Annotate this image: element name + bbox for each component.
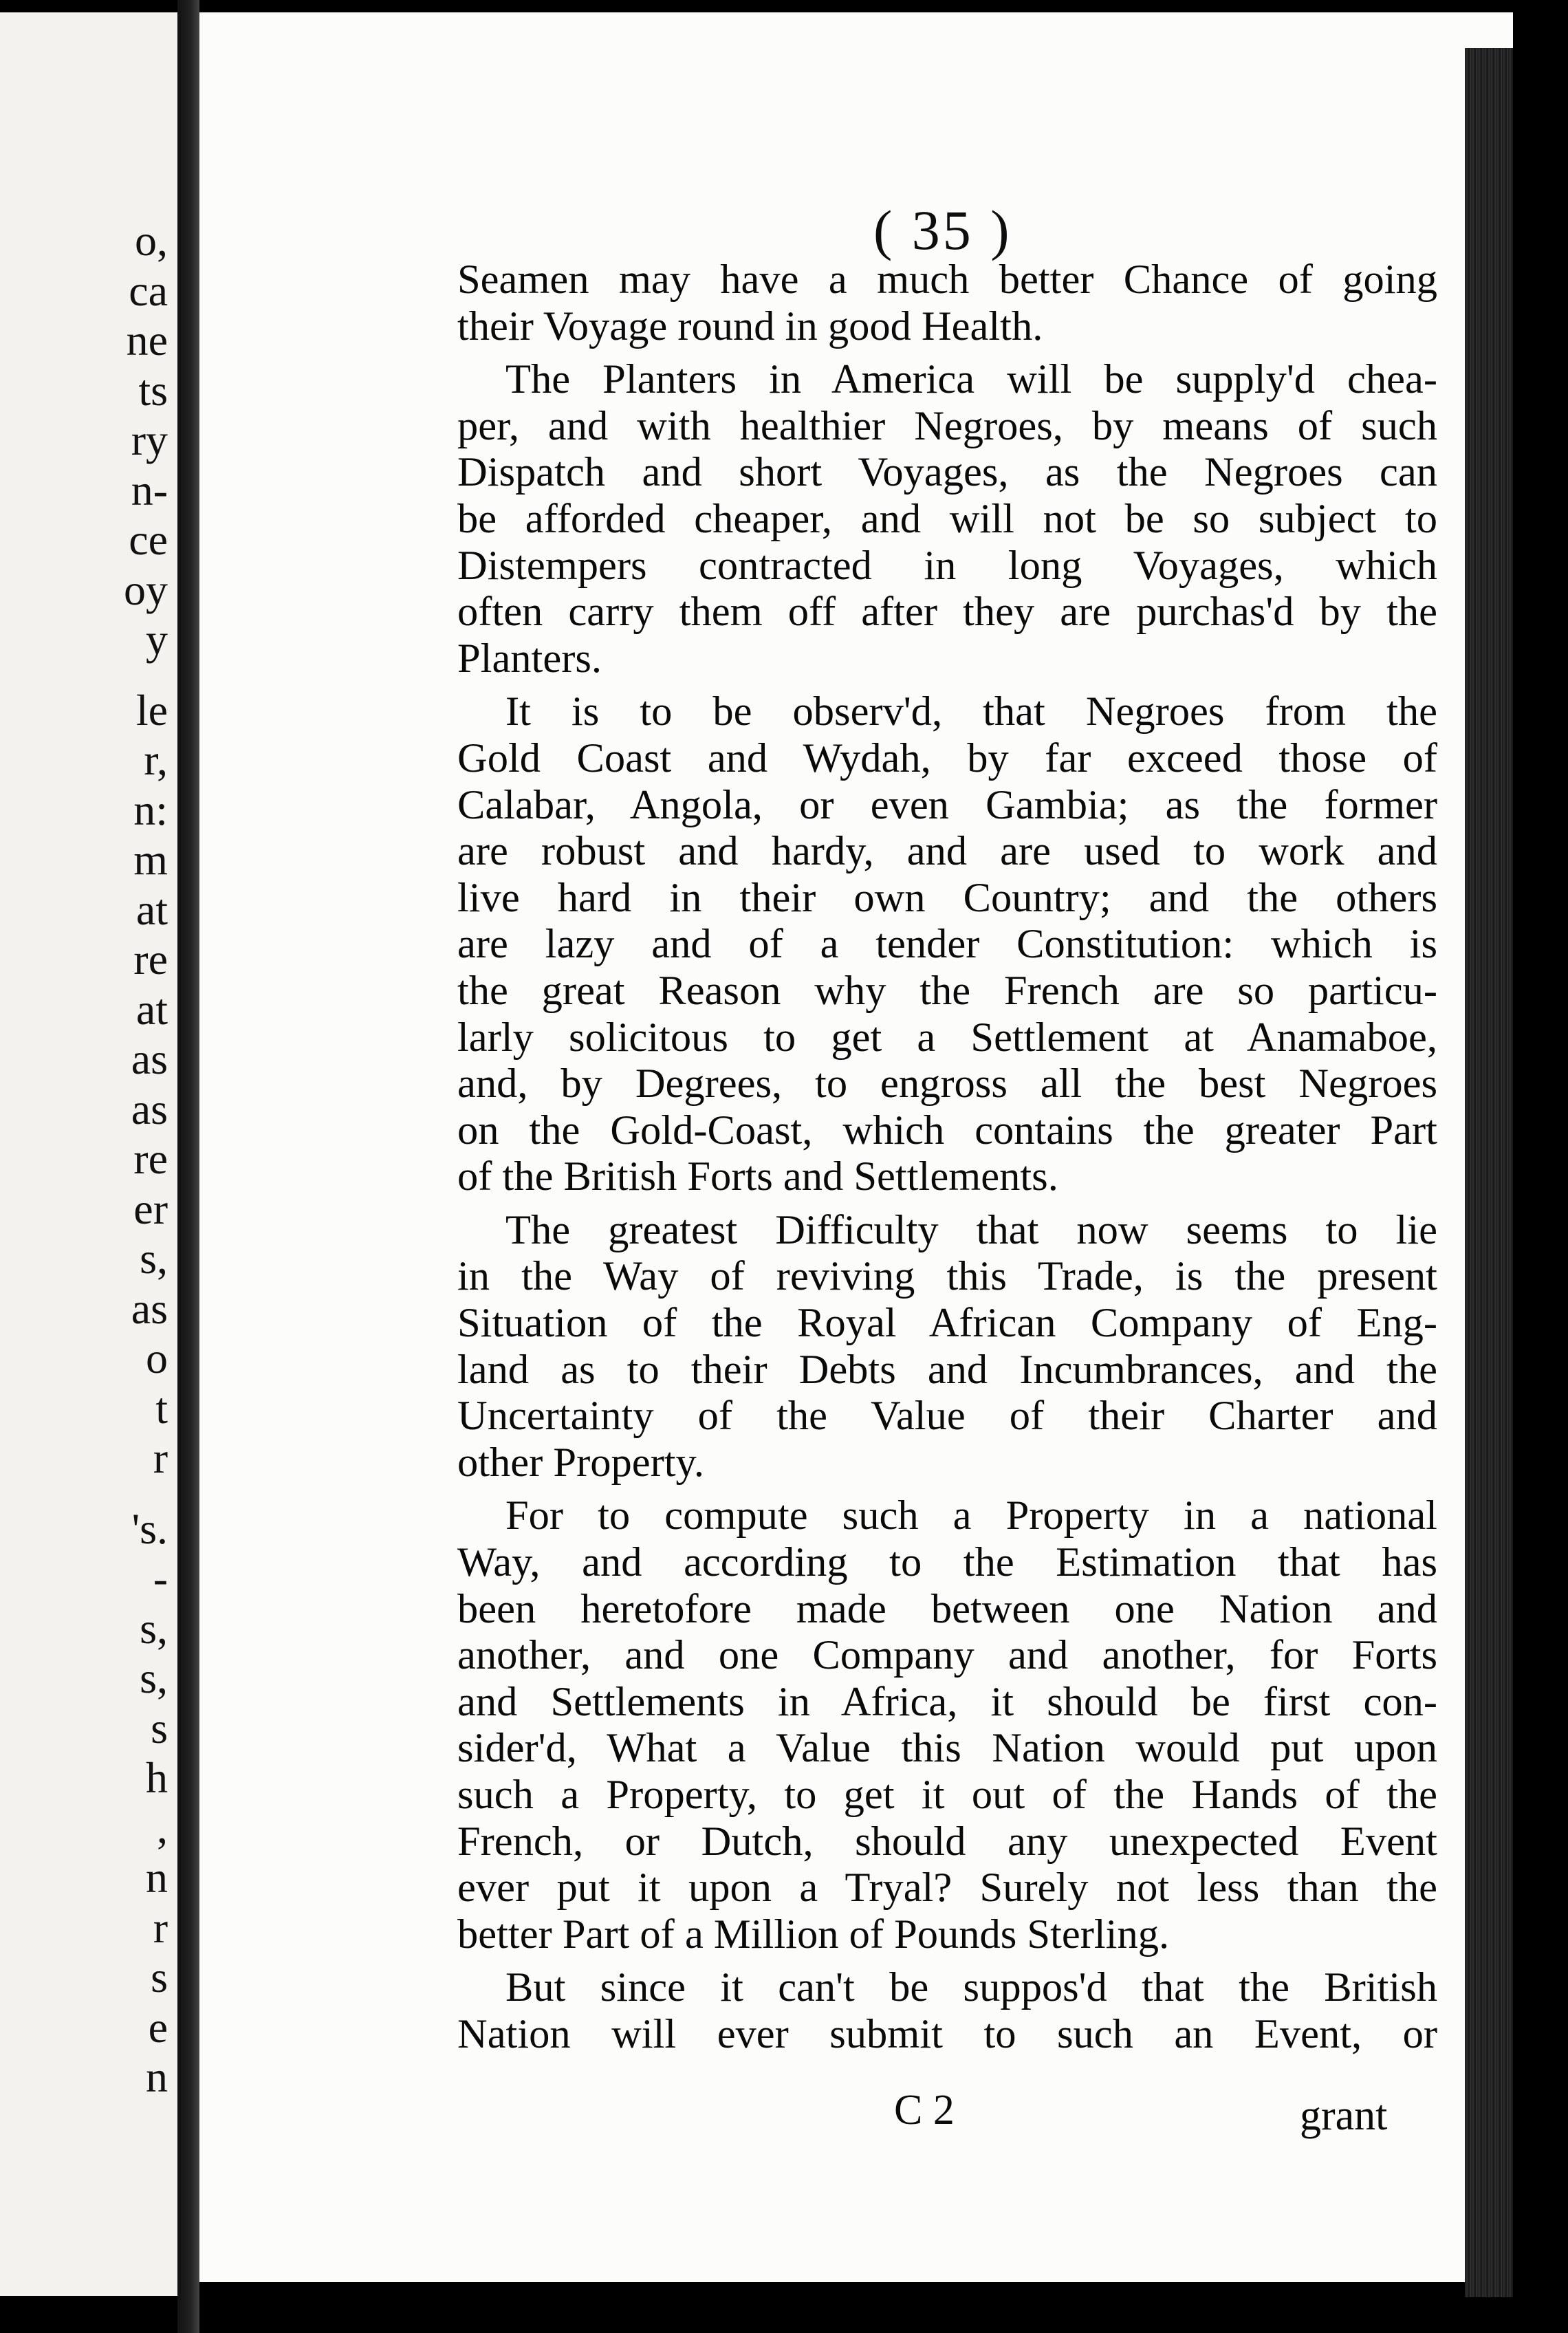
text-line: Way, and according to the Estimation that has (457, 1539, 1437, 1586)
previous-page-text-fragment: r (153, 1902, 168, 1952)
previous-page-text-fragment: 's. (131, 1504, 168, 1553)
text-line: Dispatch and short Voyages, as the Negroes can (457, 449, 1437, 496)
previous-page-text-fragment: s (151, 1953, 168, 2001)
previous-page-text-fragment: n (146, 1853, 168, 1902)
previous-page-text-fragment: as (131, 1283, 168, 1333)
previous-page-text-fragment: re (133, 1134, 168, 1183)
previous-page-text-fragment: o, (135, 216, 168, 265)
text-line: be afforded cheaper, and will not be so subject to (457, 495, 1437, 542)
text-line: Situation of the Royal African Company of Eng- (457, 1300, 1437, 1347)
text-line: per, and with healthier Negroes, by means of such (457, 402, 1437, 449)
previous-page-text-fragment: as (131, 1084, 168, 1133)
text-line: land as to their Debts and Incumbrances, and the (457, 1346, 1437, 1393)
previous-page-text-fragment: s, (140, 1653, 168, 1702)
previous-page-text-fragment: le (135, 685, 168, 735)
previous-page-text-fragment: ne (126, 316, 168, 365)
text-line: on the Gold-Coast, which contains the greater Part (457, 1107, 1437, 1153)
previous-page-text-fragment: oy (124, 565, 168, 614)
previous-page-text-fragment: ca (129, 265, 168, 315)
text-line: often carry them off after they are purchas'd by the (457, 589, 1437, 636)
previous-page-text-fragment: er (133, 1184, 168, 1233)
text-line: Calabar, Angola, or even Gambia; as the former (457, 781, 1437, 828)
text-line: sider'd, What a Value this Nation would put upon (457, 1725, 1437, 1772)
text-line: of the British Forts and Settlements. (457, 1153, 1058, 1200)
text-line: are robust and hardy, and are used to work and (457, 828, 1437, 875)
text-line: and Settlements in Africa, it should be first con- (457, 1678, 1437, 1725)
page-edge-shadow (1513, 0, 1568, 2333)
previous-page-text-fragment: ry (131, 415, 168, 464)
text-line: better Part of a Million of Pounds Sterling. (457, 1911, 1170, 1957)
previous-page-text-fragment: t (155, 1383, 168, 1433)
text-line: their Voyage round in good Health. (457, 303, 1043, 349)
text-line: larly solicitous to get a Settlement at Anamaboe, (457, 1014, 1437, 1061)
text-line: It is to be observ'd, that Negroes from the (505, 688, 1437, 735)
previous-page-text-fragment: at (135, 984, 168, 1034)
previous-page-text-fragment: n (146, 2052, 168, 2101)
page-footer (199, 2086, 1527, 2148)
page-number: ( 35 ) (873, 199, 1012, 261)
book-page (199, 12, 1527, 2282)
text-line: For to compute such a Property in a national (505, 1493, 1437, 1539)
previous-page-text-fragment: , (157, 1803, 168, 1852)
text-line: Gold Coast and Wydah, by far exceed those of (457, 735, 1437, 781)
paragraph-gap (457, 349, 1437, 356)
previous-page-text-fragment: m (133, 835, 168, 884)
text-line: The Planters in America will be supply'd chea- (505, 356, 1437, 403)
text-line: But since it can't be suppos'd that the British (505, 1964, 1437, 2011)
previous-page-text-fragment: e (148, 2002, 168, 2052)
text-line: such a Property, to get it out of the Hands of the (457, 1772, 1437, 1818)
previous-page-text-fragment: re (133, 935, 168, 984)
paragraph-gap (457, 1486, 1437, 1493)
text-line: are lazy and of a tender Constitution: which is (457, 921, 1437, 968)
book-gutter (177, 0, 199, 2333)
text-line: Planters. (457, 635, 602, 682)
text-line: Distempers contracted in long Voyages, which (457, 542, 1437, 589)
previous-page-text-fragment: h (146, 1753, 168, 1802)
signature-mark: C 2 (894, 2087, 955, 2134)
previous-page-text-fragment: - (153, 1554, 168, 1603)
paragraph-gap (457, 682, 1437, 688)
previous-page-text-fragment: s, (140, 1234, 168, 1283)
previous-page-fragment (0, 12, 177, 2296)
previous-page-text-fragment: as (131, 1034, 168, 1083)
catchword: grant (1300, 2092, 1388, 2139)
text-line: Uncertainty of the Value of their Charter and (457, 1393, 1437, 1440)
text-line: and, by Degrees, to engross all the best Negroes (457, 1061, 1437, 1107)
text-line: ever put it upon a Tryal? Surely not less than the (457, 1865, 1437, 1911)
previous-page-text-fragment: n: (133, 785, 168, 834)
text-line: Nation will ever submit to such an Event, or (457, 2010, 1437, 2057)
paragraph-gap (457, 1957, 1437, 1964)
text-line: in the Way of reviving this Trade, is the present (457, 1253, 1437, 1300)
previous-page-text-fragment: ts (138, 365, 168, 415)
previous-page-text-fragment: n- (131, 465, 168, 514)
previous-page-text-fragment: s, (140, 1603, 168, 1653)
text-line: Seamen may have a much better Chance of going (457, 257, 1437, 303)
previous-page-text-fragment: ce (129, 515, 168, 564)
text-line: been heretofore made between one Nation and (457, 1585, 1437, 1632)
text-line: live hard in their own Country; and the others (457, 874, 1437, 921)
previous-page-text-fragment: at (135, 885, 168, 934)
page-text (457, 257, 1437, 2058)
previous-page-text-fragment: y (146, 615, 168, 664)
paragraph-gap (457, 1200, 1437, 1207)
text-line: The greatest Difficulty that now seems to lie (505, 1206, 1437, 1253)
text-line: the great Reason why the French are so particu- (457, 967, 1437, 1014)
previous-page-text-fragment: s (151, 1703, 168, 1753)
text-line: French, or Dutch, should any unexpected Event (457, 1818, 1437, 1865)
text-line: other Property. (457, 1439, 704, 1486)
text-line: another, and one Company and another, for Forts (457, 1632, 1437, 1679)
previous-page-text-fragment: o (146, 1334, 168, 1382)
previous-page-text-fragment: r, (144, 735, 168, 784)
previous-page-text-fragment: r (153, 1433, 168, 1482)
